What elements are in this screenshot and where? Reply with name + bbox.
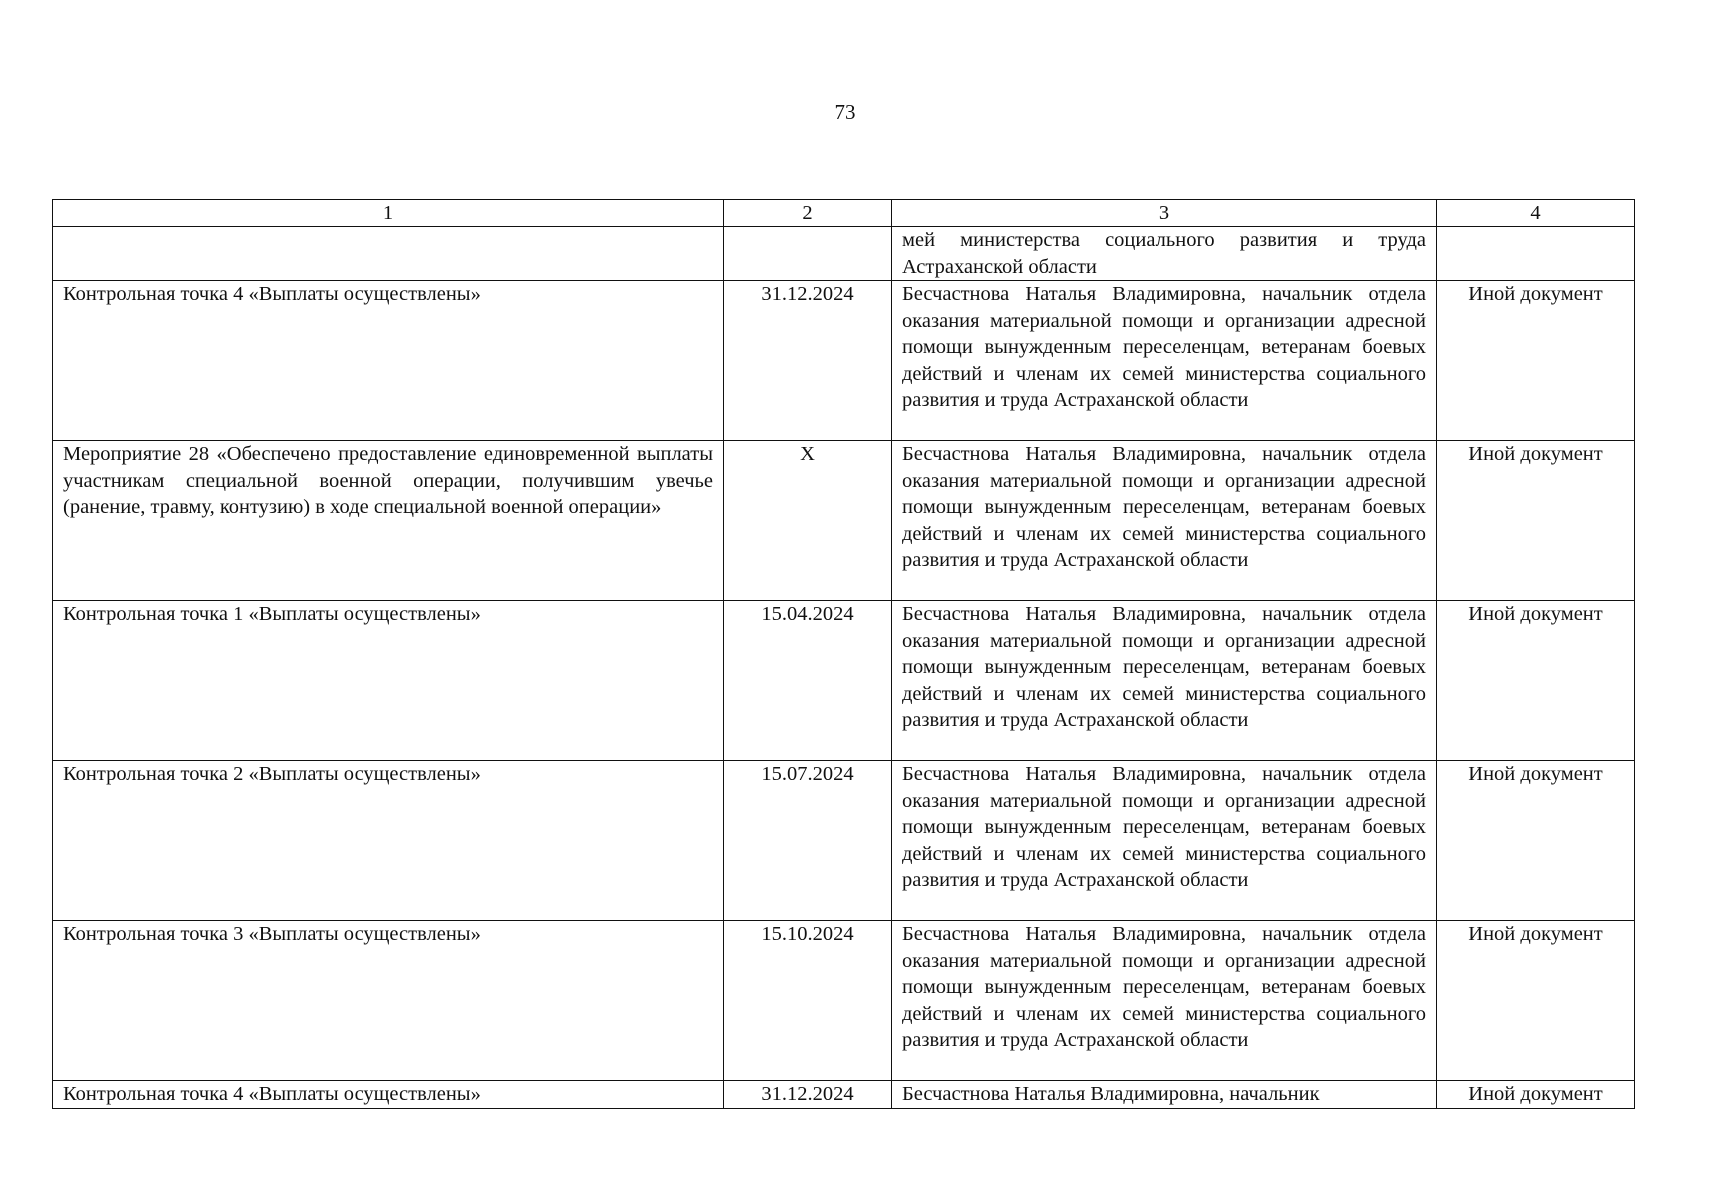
cell-document: Иной документ: [1437, 601, 1635, 761]
table-row: [53, 227, 1635, 281]
cell-document: Иной документ: [1437, 921, 1635, 1081]
table-row: [53, 1081, 1635, 1109]
cell-responsible: Бесчастнова Наталья Владимировна, начальник отдела оказания материальной помощи и организации адресной помощи вынужденным переселенцам, ветеранам боевых действий и членам их семей министерства социального развития и труда Астраханской области: [892, 921, 1437, 1081]
header-row: [53, 200, 1635, 227]
cell-date: 15.07.2024: [724, 761, 892, 921]
cell-document: Иной документ: [1437, 761, 1635, 921]
cell-name: Контрольная точка 2 «Выплаты осуществлены»: [53, 761, 724, 921]
cell-date: 15.04.2024: [724, 601, 892, 761]
cell-responsible: Бесчастнова Наталья Владимировна, начальник отдела оказания материальной помощи и организации адресной помощи вынужденным переселенцам, ветеранам боевых действий и членам их семей министерства социального развития и труда Астраханской области: [892, 761, 1437, 921]
cell-name: [53, 227, 724, 281]
cell-responsible: Бесчастнова Наталья Владимировна, начальник отдела оказания материальной помощи и организации адресной помощи вынужденным переселенцам, ветеранам боевых действий и членам их семей министерства социального развития и труда Астраханской области: [892, 441, 1437, 601]
cell-date: 31.12.2024: [724, 1081, 892, 1109]
cell-document: Иной документ: [1437, 441, 1635, 601]
table-row: [53, 441, 1635, 601]
cell-date: 15.10.2024: [724, 921, 892, 1081]
cell-name: Мероприятие 28 «Обеспечено предоставление единовременной выплаты участникам специальной военной операции, получившим увечье (ранение, травму, контузию) в ходе специальной военной операции»: [53, 441, 724, 601]
table-row: [53, 761, 1635, 921]
column-header-4: 4: [1437, 200, 1635, 227]
column-header-1: 1: [53, 200, 724, 227]
column-header-3: 3: [892, 200, 1437, 227]
cell-document: [1437, 227, 1635, 281]
cell-responsible: мей министерства социального развития и труда Астраханской области: [892, 227, 1437, 281]
table-row: [53, 601, 1635, 761]
cell-name: Контрольная точка 3 «Выплаты осуществлены»: [53, 921, 724, 1081]
page-number: 73: [834, 100, 856, 124]
column-header-2: 2: [724, 200, 892, 227]
cell-document: Иной документ: [1437, 281, 1635, 441]
cell-name: Контрольная точка 4 «Выплаты осуществлены»: [53, 281, 724, 441]
cell-document: Иной документ: [1437, 1081, 1635, 1109]
cell-responsible: Бесчастнова Наталья Владимировна, начальник отдела оказания материальной помощи и организации адресной помощи вынужденным переселенцам, ветеранам боевых действий и членам их семей министерства социального развития и труда Астраханской области: [892, 601, 1437, 761]
cell-date: [724, 227, 892, 281]
table-row: [53, 921, 1635, 1081]
cell-name: Контрольная точка 1 «Выплаты осуществлены»: [53, 601, 724, 761]
table-row: [53, 281, 1635, 441]
cell-date: 31.12.2024: [724, 281, 892, 441]
cell-responsible: Бесчастнова Наталья Владимировна, начальник: [892, 1081, 1437, 1109]
cell-date: Х: [724, 441, 892, 601]
measures-table: [52, 199, 1635, 1109]
cell-name: Контрольная точка 4 «Выплаты осуществлены»: [53, 1081, 724, 1109]
cell-responsible: Бесчастнова Наталья Владимировна, начальник отдела оказания материальной помощи и организации адресной помощи вынужденным переселенцам, ветеранам боевых действий и членам их семей министерства социального развития и труда Астраханской области: [892, 281, 1437, 441]
